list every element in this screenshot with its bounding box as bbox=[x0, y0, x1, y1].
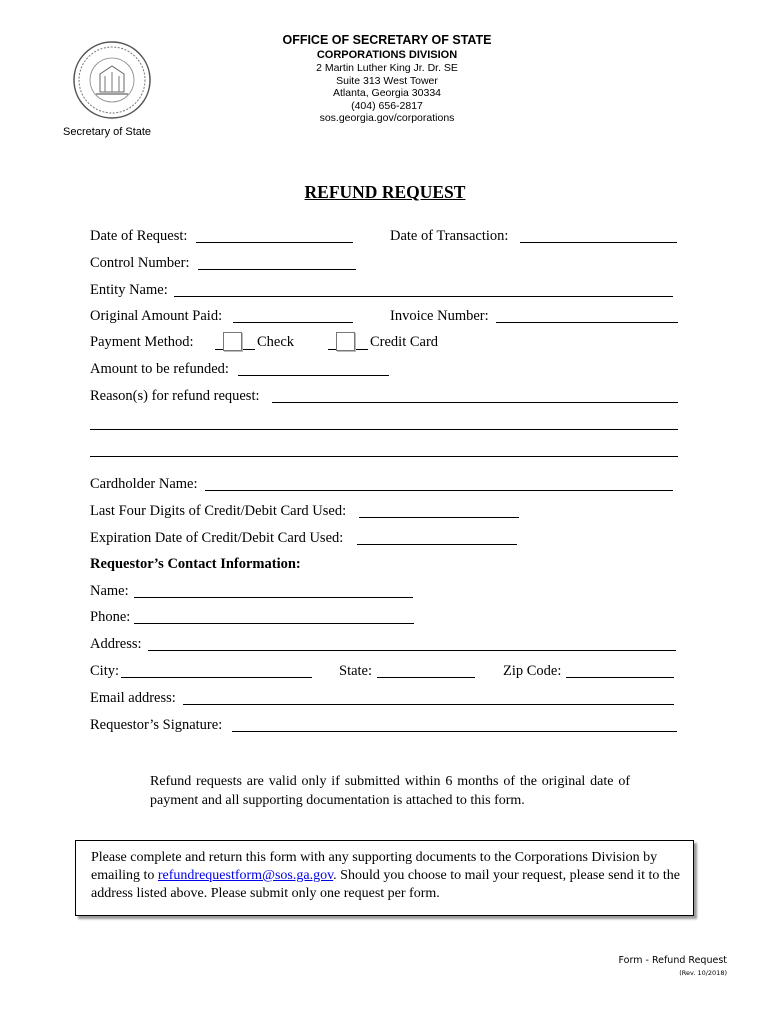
invoice-number-label: Invoice Number: bbox=[390, 308, 489, 324]
instructions-box bbox=[75, 840, 694, 916]
amount-refunded-field[interactable] bbox=[238, 375, 389, 376]
zip-field[interactable] bbox=[566, 677, 674, 678]
original-amount-paid-label: Original Amount Paid: bbox=[90, 308, 223, 324]
instructions-before: Please complete and return this form with any supporting documents to the Corporations Division by emailing to bbox=[91, 850, 658, 883]
reasons-label: Reason(s) for refund request: bbox=[90, 388, 260, 404]
office-name: OFFICE OF SECRETARY OF STATE bbox=[282, 33, 492, 47]
credit-card-checkbox[interactable] bbox=[336, 332, 355, 351]
division-name: CORPORATIONS DIVISION bbox=[316, 49, 458, 61]
control-number-label: Control Number: bbox=[90, 255, 190, 271]
expiration-label: Expiration Date of Credit/Debit Card Used: bbox=[90, 530, 344, 546]
last-four-label: Last Four Digits of Credit/Debit Card Used: bbox=[90, 503, 347, 519]
invoice-number-field[interactable] bbox=[496, 322, 678, 323]
credit-card-label: Credit Card bbox=[370, 334, 439, 350]
entity-name-label: Entity Name: bbox=[90, 282, 168, 298]
reasons-field-line-3[interactable] bbox=[90, 456, 678, 457]
address-line-2: Suite 313 West Tower bbox=[336, 74, 438, 87]
check-label: Check bbox=[257, 334, 295, 350]
instructions-after: . Should you choose to mail your request, please send it to the address listed above. Please submit only one request per form. bbox=[91, 868, 680, 901]
page-title: REFUND REQUEST bbox=[304, 182, 466, 202]
office-website: sos.georgia.gov/corporations bbox=[319, 112, 455, 124]
name-label: Name: bbox=[90, 583, 129, 599]
name-field[interactable] bbox=[134, 597, 413, 598]
city-state-zip: Atlanta, Georgia 30334 bbox=[333, 87, 441, 99]
date-of-transaction-label: Date of Transaction: bbox=[390, 228, 509, 244]
office-phone: (404) 656-2817 bbox=[351, 99, 423, 112]
email-field[interactable] bbox=[183, 704, 674, 705]
date-of-request-field[interactable] bbox=[196, 242, 353, 243]
control-number-field[interactable] bbox=[198, 269, 356, 270]
amount-refunded-label: Amount to be refunded: bbox=[90, 361, 229, 377]
reasons-field-line-1[interactable] bbox=[272, 402, 678, 403]
georgia-state-seal-icon bbox=[72, 40, 152, 120]
signature-field[interactable] bbox=[232, 731, 677, 732]
original-amount-paid-field[interactable] bbox=[233, 322, 353, 323]
form-revision: (Rev. 10/2018) bbox=[679, 969, 727, 977]
office-header bbox=[222, 32, 552, 125]
state-field[interactable] bbox=[377, 677, 475, 678]
city-label: City: bbox=[90, 663, 120, 679]
cardholder-name-field[interactable] bbox=[205, 490, 673, 491]
validity-notice: Refund requests are valid only if submitted within 6 months of the original date of payment and all supporting documentation is attached to this form. bbox=[150, 774, 630, 808]
date-of-request-label: Date of Request: bbox=[90, 228, 188, 244]
check-checkbox[interactable] bbox=[223, 332, 242, 351]
state-label: State: bbox=[339, 663, 373, 679]
cardholder-name-label: Cardholder Name: bbox=[90, 476, 198, 492]
email-label: Email address: bbox=[90, 690, 176, 706]
zip-label: Zip Code: bbox=[503, 663, 562, 679]
phone-label: Phone: bbox=[90, 609, 131, 625]
last-four-field[interactable] bbox=[359, 517, 519, 518]
city-field[interactable] bbox=[121, 677, 312, 678]
phone-field[interactable] bbox=[134, 623, 414, 624]
entity-name-field[interactable] bbox=[174, 296, 673, 297]
address-line-1: 2 Martin Luther King Jr. Dr. SE bbox=[316, 62, 458, 74]
address-field[interactable] bbox=[148, 650, 676, 651]
signature-label: Requestor’s Signature: bbox=[90, 717, 223, 733]
refund-email-link[interactable]: refundrequestform@sos.ga.gov bbox=[157, 868, 334, 883]
reasons-field-line-2[interactable] bbox=[90, 429, 678, 430]
date-of-transaction-field[interactable] bbox=[520, 242, 677, 243]
payment-method-label: Payment Method: bbox=[90, 334, 194, 350]
seal-caption: Secretary of State bbox=[63, 126, 152, 138]
requestor-heading: Requestor’s Contact Information: bbox=[90, 556, 301, 572]
instructions-text bbox=[91, 849, 691, 903]
address-label: Address: bbox=[90, 636, 142, 652]
form-name: Form - Refund Request bbox=[618, 955, 727, 966]
expiration-field[interactable] bbox=[357, 544, 517, 545]
